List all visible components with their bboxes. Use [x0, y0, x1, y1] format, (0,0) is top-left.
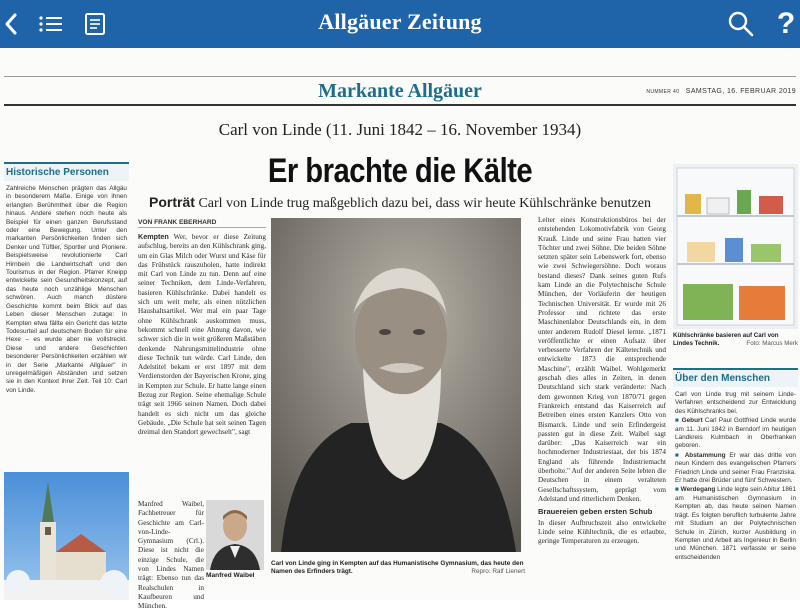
box-text: Zahlreiche Menschen prägten das Allgäu in besonderem Maße. Einige von ihnen erlangten Berühmtheit über die Region hinaus. Andere stehen noch heute als Beispiel für einen ganzen Berufsstand oder eine Bewegung. Unter den markanten Persönlichkeiten finden sich Denker und Tüftler, Sportler und Pioniere. Beispielsweise revolutionierte Carl Hirnbein die Landwirtschaft und den Tourismus in der Region. Pfarrer Kneipp entwickelte sein Gesundheitskonzept, auf das heute noch unzählige Menschen schwören. Auch manch düstere Geschichte kommt beim Blick auf das Leben dieser Menschen zutage: In Kempten etwa fällte ein Gericht das letzte Todesurteil auf deutschem Boden für eine Hexe – es wurde aber nie vollstreckt. Diese und andere Geschichten besonderer Persönlichkeiten erzählen wir in der Serie „Markante Allgäuer" in unregelmäßigen Abständen und setzen sie in den Kontext ihrer Zeit. Teil 10: Carl von Linde.	[6, 185, 127, 394]
article-text-1: Wer, bevor er diese Zeitung aufschlug, bereits an den Kühlschrank ging, um ein Glas Milch oder Wurst und Käse für das Frühstück rauszuholen, hatte indirekt mit Carl von Linde zu tun. Denn auf eine seiner Techniken, dem Linde-Verfahren, basieren Kühlschränke. Dabei handelt es sich um weit mehr, als einen nützlichen Haushaltsartikel. Wer mal ein paar Tage ohne Kühlschrank auskommen muss, bekommt schnell eine Ahnung davon, wie schwer sich die in weit größeren Maßstäben denkende Nahrungsmittelindustrie ohne diese Technik tun würde. Carl Linde, den Adelstitel bekam er erst 1897 mit dem Verdienstorden der Bayerischen Krone, ging in Kempten zur Schule. Er hatte lange einen Bezug zur Region. Seine ehemalige Schule trägt seit 1966 seinen Namen. Doch dabei handelt es sich nicht um das gleiche Gebäude. „Die Schule hat seit seinen Tagen dreimal den Standort gewechselt", sagt	[138, 233, 266, 437]
fridge-photo	[673, 164, 798, 329]
newspaper-page[interactable]	[0, 48, 800, 611]
fact-text: Carl Paul Gottfried Linde wurde am 11. Juni 1842 in Berndorf im heutigen Landkreis Kulmbach in Oberfranken geboren.	[675, 417, 796, 450]
top-rule	[4, 76, 796, 77]
app-bar	[0, 0, 800, 48]
bullet-icon: ■	[675, 451, 681, 459]
deck-text: Carl von Linde trug maßgeblich dazu bei, dass wir heute Kühlschränke benutzen	[194, 196, 651, 211]
article-text-1b: Manfred Waibel, Fachbetreuer für Geschichte am Carl-von-Linde-Gymnasium (Crl.). Diese ist nicht die einzige Schule, die von Lindes Namen trägt: Ebenso tun das Realschulen in Kaufbeuren und München.	[138, 500, 204, 611]
search-button[interactable]	[724, 0, 758, 48]
header-rule	[4, 104, 796, 106]
portrait-credit: Repro: Ralf Lienert	[471, 568, 525, 576]
fact-label: Geburt	[681, 417, 703, 425]
portrait-caption-text: Carl von Linde ging in Kempten auf das Humanistische Gymnasium, das heute den Namen des Erfinders trägt.	[271, 560, 524, 576]
app-title: Allgäuer Zeitung	[318, 9, 482, 34]
search-icon	[727, 10, 755, 38]
article-text-2b: In dieser Aufbruchszeit also entwickelte Linde seine Kühltechnik, die es erlaubte, geringe Temperaturen zu erzeugen.	[538, 518, 666, 546]
fact-item	[675, 452, 796, 486]
right-box-title: Über den Menschen	[673, 368, 798, 387]
church-photo	[4, 472, 129, 600]
section-rubric: Markante Allgäuer	[318, 80, 482, 102]
article-subheading: Brauereien geben ersten Schub	[538, 507, 653, 517]
issue-dateline	[646, 88, 796, 95]
article-column-1b	[138, 500, 204, 611]
headshot-caption: Manfred Waibel	[206, 572, 255, 579]
article-text-2a: Leiter eines Konstruktionsbüros bei der entstehenden Lokomotivfabrik von Georg Krauß. Linde und seine Frau hatten vier Töchter und zwei Söhne. Die beiden Söhne setzten später sein Lebenswerk fort, ebenso wie zwei Schwiegersöhne. Doch woraus bestand dieses? Dank seines guten Rufs kam Linde an die Polytechnische Schule München, der Vorläuferin der heutigen Technischen Universität. Er wurde mit 26 Professor und richtete das erste Maschinenlabor Deutschlands ein, in dem unter anderem Rudolf Diesel lernte. „1871 veröffentlichte er einen Aufsatz über verbesserte Verfahren der Kältetechnik und entwickelte 1873 die entsprechende Maschine", erzählt Waibel. Wohlgemerkt geschah dies alles in Zeiten, in denen Deutschland sich stark veränderte: Nach dem gewonnen Krieg von 1870/71 gegen Frankreich entstand das Kaiserreich auf Betreiben eines ersten Kanzlers Otto von Bismarck. Linde und sein Erfindergeist passten gut in diese Zeit. Waibel sagt darüber: „Das Kaiserreich war ein hochmoderner Industriestaat, der bis 1874 England als führende Industriemacht überholte." Auf der anderen Seite lebten die Deutschen in einem veralteten Gesellschaftssystem, geprägt vom Adelstand und ritterlichem Denken.	[538, 216, 666, 503]
bullet-icon: ■	[675, 417, 680, 425]
carl-von-linde-portrait[interactable]	[271, 218, 521, 552]
fact-label: Abstammung	[684, 451, 726, 459]
portrait-caption	[271, 560, 525, 576]
deck-label: Porträt	[149, 194, 195, 210]
fact-label: Werdegang	[680, 486, 716, 494]
right-box-intro: Carl von Linde trug mit seinem Linde-Verfahren entscheidend zur Entwicklung des Kühlschranks bei.	[675, 391, 796, 415]
help-icon: ?	[776, 7, 796, 40]
article-headline: Er brachte die Kälte	[267, 152, 533, 190]
fridge-caption	[673, 332, 798, 348]
historical-persons-box	[4, 162, 129, 395]
fact-text: Linde legte sein Abitur 1861 am Humanistischen Gymnasium in Kempten ab, das heute seinen Namen trägt. Es folgten beruflich turbulente Jahre mit Studium an der Polytechnischen Schule in Zürich, kurzer Ausbildung in Kempten und Arbeit als Ingenieur in Berlin und München. 1871 verfasste er seine entscheidenden	[675, 486, 796, 561]
fridge-caption-text: Kühlschränke basieren auf Carl von Lindes Technik.	[673, 332, 779, 347]
about-person-box	[673, 368, 798, 563]
fact-text: Er war das dritte von neun Kindern des evangelischen Pfarrers Friedrich Linde und seiner Frau Franziska. Er hatte drei Brüder und fünf Schwestern.	[675, 451, 796, 485]
bullet-icon: ■	[675, 486, 679, 494]
box-title: Historische Personen	[4, 162, 129, 181]
issue-date: SAMSTAG, 16. FEBRUAR 2019	[685, 88, 796, 95]
article-deck	[140, 194, 660, 212]
article-byline: VON FRANK EBERHARD	[138, 219, 266, 228]
manfred-waibel-photo	[206, 500, 264, 570]
article-column-1	[138, 232, 266, 497]
fact-item	[675, 486, 796, 562]
dateline-city: Kempten	[138, 232, 169, 241]
article-column-2	[538, 216, 666, 596]
help-button[interactable]	[772, 0, 800, 48]
article-overline: Carl von Linde (11. Juni 1842 – 16. November 1934)	[218, 120, 582, 139]
fact-item	[675, 417, 796, 451]
issue-number: NUMMER 40	[646, 89, 680, 95]
right-box-text	[673, 387, 798, 562]
fridge-credit: Foto: Marcus Merk	[746, 339, 798, 347]
